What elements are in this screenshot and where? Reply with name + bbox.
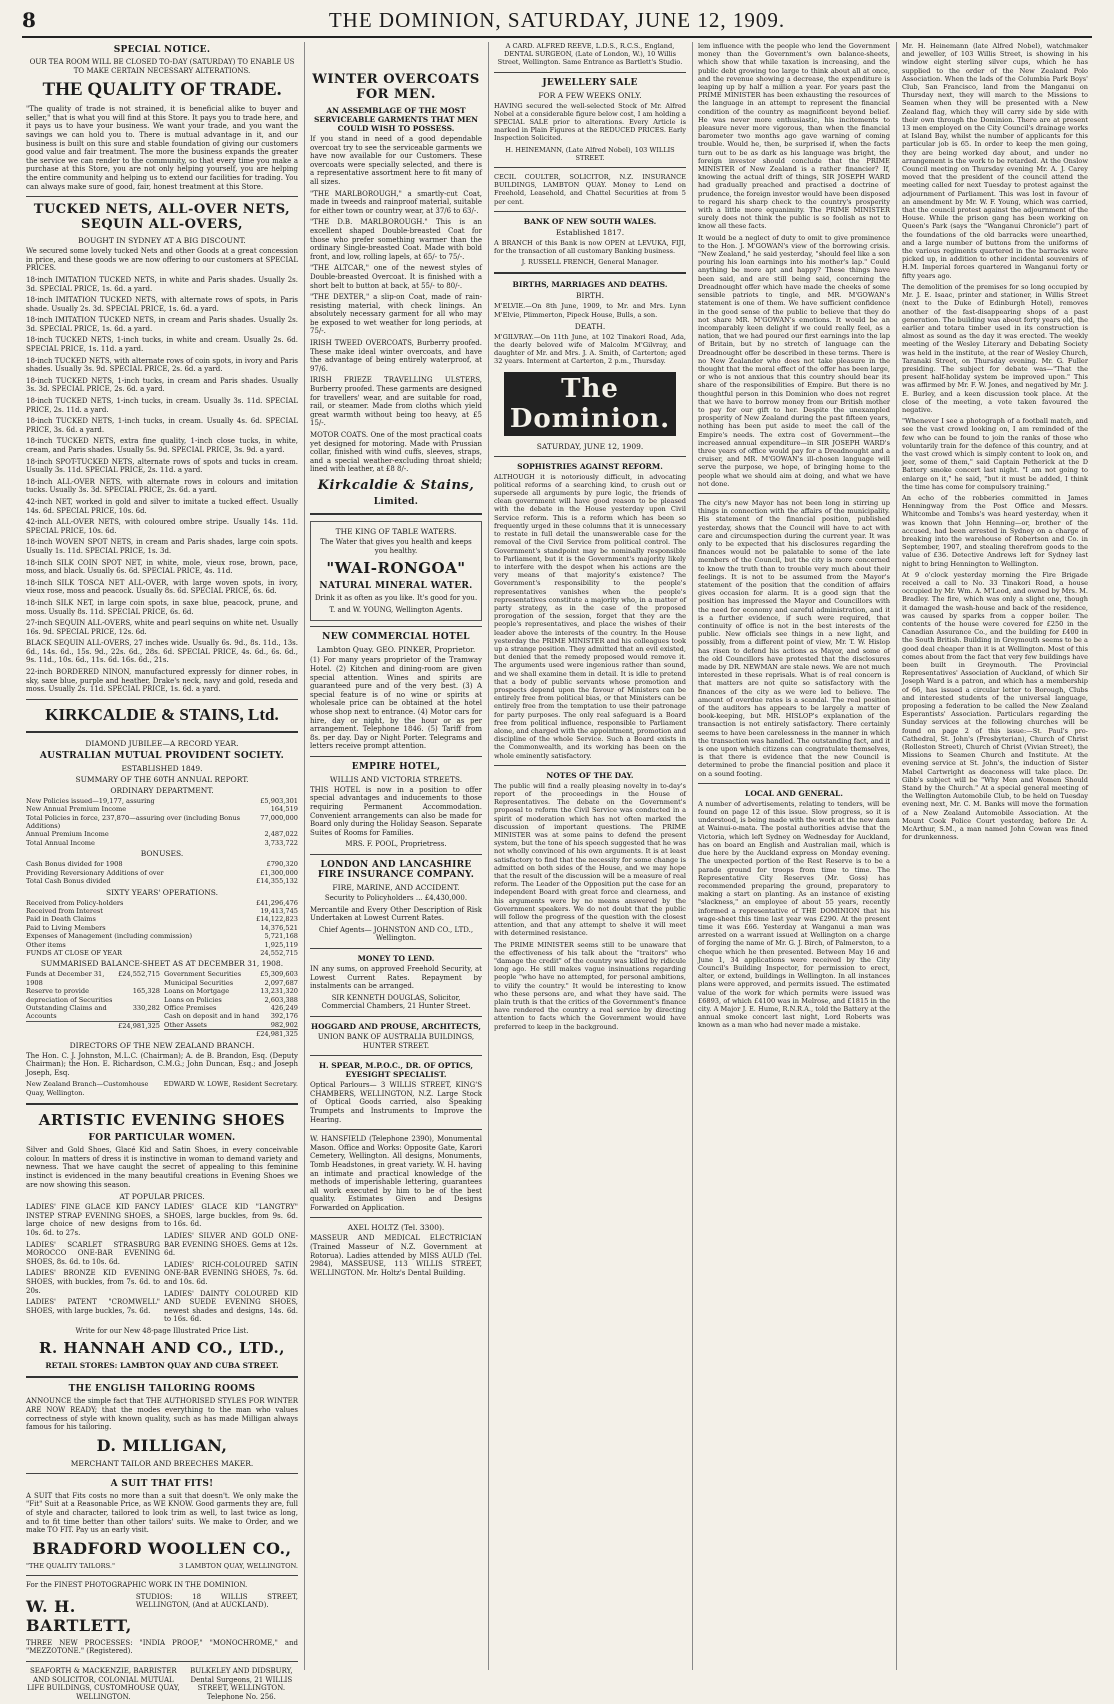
notes-text-2: The PRIME MINISTER seems still to be unaware that the effectiveness of his talk about the "traitors" who "damage the credit" of the country was killed by ridicule long ago. He still makes vague insinuations regarding people "who have no attempted, for personal ambitions, to vilify the country." It would be interesting to know who these persons are, and what they have said. The plain truth is that the critics of the Government's finance have rendered the country a real service by directing attention to facts which the Government would have preferred to keep in the background. [494, 940, 686, 1031]
table-row: Total Policies in force, 237,870—assuring over (including Bonus Additions) 77,000,000 [26, 813, 298, 831]
list-item: IRISH FRIEZE TRAVELLING ULSTERS, Burberry proofed. These garments are designed for travellers' wear, and are suitable for road, rail, or steamer. Made from cloths which yield great warmth without being too heavy, at £5 15/-. [310, 376, 482, 428]
table-row: Cash on deposit and in hand 392,176 [164, 1012, 298, 1021]
divider [494, 765, 686, 766]
milligan-title: D. MILLIGAN, [96, 1435, 228, 1455]
local-text: A number of advertisements, relating to tenders, will be found on page 12 of this issue. Slow progress, so it is understood, is being made with the work at the new dam at Wainui-o-mata. The postal authorities advise that the Victoria, which left Sydney on Wednesday for Auckland, has on board an English and Australian mail, which is due here by the Auckland express on Monday evening. The unexpected portion of the Rest Reserve is to be a parade ground for troops from time to time. The Representative City Reserves (Mr. Goss) has recommended preparing the ground, preparatory to making a start on planting. As an instance of existing "slackness," an employee of about 55 years, recently informed a representative of THE DOMINION that his wage-sheet this time last year was £290. At the present time it was £66. Yesterday at Wanganui a man was arrested on a warrant issued at Wellington on a charge of forging the name of Mr. G. J. Birch, of Palmerston, to a cheque which he then presented. Between May 16 and June 1, 34 applications were received by the City Council's Building Inspector, for permission to erect, alter, or extend, buildings in Wellington. In all instances plans were approved, and permits issued. The estimated value of the work for which permits were issued was £6893, of which £4100 was in Melrose, and £1815 in the city. A Major J. E. Hume, R.N.R.A., told the Battery at the annual smoke concert last night, Lord Roberts was known as a man who had never made a mistake. [698, 799, 890, 1030]
bradford-advertisement [26, 1479, 298, 1570]
bartlett-studios: STUDIOS: 18 WILLIS STREET, WELLINGTON, (And at AUCKLAND). [135, 1592, 298, 1610]
hotel-subtitle: Lambton Quay. GEO. PINKER, Proprietor. [316, 645, 476, 655]
shoes-write: Write for our New 48-page Illustrated Price List. [75, 1326, 249, 1335]
amp-sixty-years: SIXTY YEARS' OPERATIONS. [105, 887, 219, 897]
axel-title: AXEL HOLTZ (Tel. 3300). [347, 1223, 445, 1233]
column-rule [692, 42, 693, 1670]
kirkcaldie-banner: KIRKCALDIE & STAINS, Ltd. [45, 704, 279, 724]
bartlett-for: For the FINEST PHOTOGRAPHIC WORK IN THE DOMINION. [26, 1581, 248, 1590]
bank-manager: J. RUSSELL FRENCH, General Manager. [521, 258, 659, 267]
list-item: 18-inch ALL-OVER NETS, with alternate rows in colours and imitation tucks. Usually 3s. 3d. SPECIAL PRICE, 2s. 6d. a yard. [26, 477, 298, 495]
page-number: 8 [22, 8, 36, 32]
tailor-text: ANNOUNCE the simple fact that THE AUTHORISED STYLES FOR WINTER ARE NOW READY; that the modes everything to the man who values correctness of style with known quality, such as has made Milligan always famous for his tailoring. [26, 1397, 298, 1432]
seaforth-card: SEAFORTH & MACKENZIE, BARRISTER AND SOLICITOR, COLONIAL MUTUAL LIFE BUILDINGS, CUSTOMHOUSE QUAY, WELLINGTON. [26, 1667, 180, 1701]
divider [310, 626, 482, 627]
london-agents: Chief Agents— JOHNSTON AND CO., LTD., Wellington. [318, 925, 474, 943]
list-item: 18-inch TUCKED NETS, 1-inch tucks, in cream. Usually 4s. 6d. SPECIAL PRICE, 3s. 6d. a yard. [26, 417, 298, 434]
local-title: LOCAL AND GENERAL. [745, 788, 843, 798]
list-item: MOTOR COATS. One of the most practical coats yet designed for motoring. Made with Prussian collar, finished with wind cuffs, sleeves, straps, and a special weather-excluding throat shield; lined with leather, at £8 8/-. [310, 431, 482, 474]
article-paragraph: It would be a neglect of duty to omit to give prominence to the Hon. J. M'GOWAN's view of the borrowing crisis. "New Zealand," he said yesterday, "should feel like a son pouring his loan earnings into his mother's lap." Could anything be more apt and happy? These things have been said, and are still being said, concerning the Dreadnought offer which have made the cheeks of some sensible patriots to tingle, and MR. M'GOWAN's statement is one of them. We have sufficient confidence in the good sense of the public to believe that they do not share MR. M'GOWAN's emotions. It would be an incomparably keen delight if we could really feel, as a nation, that we had poured our first earnings into the lap of Britain, but by no stretch of language can the Dreadnought offer be described in these terms. There is no New Zealander who does not take pleasure in the thought that the moral effect of the offer has been large, or who is not anxious that this country should bear its share of the responsibilities of Empire. But there is no thoughtful person in this Dominion who does not regret that we have to borrow money from our British mother to pay for our gift to her. Despite the unexampled prosperity of New Zealand during the past fifteen years, nothing has been put aside to meet the call of the Empire's needs. The extra cost of Government—the increased annual expenditure—in SIR JOSEPH WARD's three years of office would pay for a Dreadnought and a cruiser, and MR. M'GOWAN's ill-chosen language will serve the purpose, we hope, of bringing home to the people what we should aim at doing, and what we have not done. [698, 233, 890, 488]
list-item: "THE ALTCAR," one of the newest styles of Double-breasted Overcoat. It is finished with a short belt to button at back, at 55/- to 80/-. [310, 264, 482, 290]
quality-title: THE QUALITY OF TRADE. [42, 79, 282, 101]
column-4 [694, 42, 894, 1670]
table-row: Funds at December 31, 1908 £24,552,715 [26, 970, 160, 987]
tailoring-advertisement [26, 1384, 298, 1467]
overcoats-subtitle: AN ASSEMBLAGE OF THE MOST SERVICEABLE GARMENTS THAT MEN COULD WISH TO POSSESS. [314, 106, 478, 133]
bank-established: Established 1817. [555, 227, 625, 237]
nets-list [26, 276, 298, 694]
shoes-text: Silver and Gold Shoes, Glacé Kid and Satin Shoes, in every conceivable colour. In matters of dress it is instinctive in woman to demand variety and newness. That we have caught the secret of appealing to this feminine instinct is evidenced in the many beautiful creations in Evening Shoes we are now showing this season. [26, 1146, 298, 1189]
london-text2: Mercantile and Every Other Description of Risk Undertaken at Lowest Current Rates. [310, 905, 482, 923]
wai-subtitle: NATURAL MINERAL WATER. [319, 581, 473, 592]
amp-balance-sheet [26, 970, 298, 1038]
shoes-prices: AT POPULAR PRICES. [119, 1192, 205, 1202]
dentist-card: A CARD. ALFRED REEVE, L.D.S., R.C.S., England, DENTAL SURGEON, (Late of London, W.), 10 Willis Street, Wellington. Same Entrance as Bartlett's Studio. [497, 42, 683, 67]
list-item: 27-inch SEQUIN ALL-OVERS, white and pearl sequins on white net. Usually 16s. 9d. SPECIAL PRICE, 12s. 6d. [26, 619, 298, 636]
amp-ordinary: ORDINARY DEPARTMENT. [110, 785, 214, 795]
column-rule [488, 42, 489, 1670]
list-item: 18-inch SILK NET, in large coin spots, in saxe blue, peacock, prune, and moss. Usually 8s. 11d. SPECIAL PRICE, 6s. 6d. [26, 598, 298, 616]
list-item: "THE DEXTER," a slip-on Coat, made of rain-resisting material, with check linings. An absolutely necessary garment for all who may be exposed to wet weather for long periods, at 75/-. [310, 293, 482, 336]
column-5 [898, 42, 1092, 1670]
divider [310, 948, 482, 949]
list-item: 18-inch TUCKED NETS, 1-inch tucks, in cream. Usually 3s. 11d. SPECIAL PRICE, 2s. 11d. a yard. [26, 397, 298, 414]
divider [26, 731, 298, 733]
list-item: "THE MARLBOROUGH," a smartly-cut Coat, made in tweeds and rainproof material, suitable for either town or country wear, at 37/6 to 63/-. [310, 189, 482, 215]
birth-heading: BIRTH. [576, 291, 604, 301]
divider [310, 1217, 482, 1218]
amp-balance-title: SUMMARISED BALANCE-SHEET AS AT DECEMBER 31, 1908. [40, 959, 284, 969]
empire-text: THIS HOTEL is now in a position to offer special advantages and inducements to those requiring Permanent Accommodation. Convenient arrangements can also be made for Board only during the Holiday Season. Separate Suites of Rooms for Families. [310, 785, 482, 837]
table-row: Paid to Living Members 14,376,521 [26, 923, 298, 932]
nets-subtitle: BOUGHT IN SYDNEY AT A BIG DISCOUNT. [78, 236, 246, 246]
milligan-subtitle: MERCHANT TAILOR AND BREECHES MAKER. [70, 1458, 254, 1468]
jewellery-name: H. HEINEMANN, (Late Alfred Nobel), 103 WILLIS STREET. [505, 145, 675, 162]
nets-title: TUCKED NETS, ALL-OVER NETS, SEQUIN ALL-OVERS, [33, 202, 291, 233]
divider [26, 1376, 298, 1378]
table-total: £24,981,325 [164, 1029, 298, 1038]
dominion-nameplate: The Dominion. [504, 372, 676, 436]
table-row: Paid in Death Claims £14,122,823 [26, 915, 298, 924]
shoes-list-left [26, 1203, 160, 1327]
wai-king: THE KING OF TABLE WATERS. [335, 526, 457, 536]
kirk-title: Kirkcaldie & Stains, [317, 477, 475, 493]
list-item: 18-inch TUCKED NETS, extra fine quality, 1-inch close tucks, in white, cream, and Paris shades. Usually 5s. 9d. SPECIAL PRICE, 3s. 9d. a yard. [26, 437, 298, 454]
article-paragraph: An echo of the robberies committed in James Henningway from the Post Office and Messrs. Whitcombe and Tombs's was heard yesterday, when it was known that John Henning—or, brother of the accused, had been arrested in Sydney on a charge of breaking into the warehouse of Robertson and Co. in September, 1907, and stealing therefrom goods to the value of £36. Detective Andrews left for Sydney last night to bring Hennington to Wellington. [902, 493, 1088, 568]
hoggard-subtitle: UNION BANK OF AUSTRALIA BUILDINGS, HUNTER STREET. [317, 1032, 475, 1050]
column-rule [896, 42, 897, 1670]
list-item: LADIES' PATENT "CROMWELL" SHOES, with large buckles, 7s. 6d. [26, 1298, 160, 1315]
divider [26, 196, 298, 197]
birth-notice: M'ELVIE.—On 8th June, 1909, to Mr. and Mrs. Lynn M'Elvie, Plimmerton, Pipeck House, Bulls, a son. [494, 302, 686, 319]
notice-title: SPECIAL NOTICE. [113, 45, 211, 55]
hannah-subtitle: RETAIL STORES: LAMBTON QUAY AND CUBA STREET. [45, 1361, 279, 1371]
divider [494, 456, 686, 457]
article-paragraph: The demolition of the premises for so long occupied by Mr. J. E. Isaac, printer and stationer, in Willis Street (next to the Duke of Edinburgh Hotel), removes another of the fast-disappearing shops of a past generation. The building was about forty years old, the earlier and totara timber used in its construction is almost as sound as the day it was erected. The weekly meeting of the Wesley Literary and Debating Society was held in the institute, at the rear of Wesley Church, Taranaki Street, on Thursday evening. Mr. G. Fuller presiding. The subject for debate was—"That the present half-holiday system be improved upon." This was affirmed by Mr. F. W. Jones, and negatived by Mr. J. E. Burley, and a keen discussion took place. At the close of the meeting, a vote taken favoured the negative. [902, 282, 1088, 414]
divider [310, 1016, 482, 1017]
wai-agents: T. and W. YOUNG, Wellington Agents. [329, 605, 463, 614]
kirk-subtitle: Limited. [373, 496, 419, 507]
table-row: Cash Bonus divided for 1908 £790,320 [26, 860, 298, 869]
divider [26, 699, 298, 700]
list-item: LADIES' RICH-COLOURED SATIN ONE-BAR EVENING SHOES, 7s. 6d. and 10s. 6d. [164, 1260, 298, 1286]
list-item: 18-inch SILK COIN SPOT NET, in white, mole, vieux rose, brown, pace, moss, and black. Usually 6s. 6d. SPECIAL PRICE, 4s. 11d. [26, 558, 298, 576]
list-item: 18-inch SILK TOSCA NET ALL-OVER, with large woven spots, in ivory, vieux rose, moss and peacock. Usually 8s. 6d. SPECIAL PRICE, 6s. 6d. [26, 578, 298, 596]
article-paragraph: lem influence with the people who lend the Government money than the Government's own balance-sheets, which show that while taxation is increasing, and the public debt growing too large to think about all at once, and the revenue showing a decrease, the expenditure is leaping up by half a million a year. For years past the PRIME MINISTER has been exhausting the resources of the language in an attempt to represent the financial condition of the country as magnificent beyond belief. He was never more enthusiastic, his incitements to pleasure never more vigorous, than when the financial barometer two months ago gave warning of coming trouble. Would he, then, be surprised if, when the facts turn out to be as dark as his language was bright, the foreign investor should conclude that the PRIME MINISTER of New Zealand is a rather financier? If, knowing the actual drift of things, SIR JOSEPH WARD had gradually preached and practised a doctrine of prudence, the foreign investor would have been disposed to regard his sharp check to the country's prosperity with a little more equanimity. The PRIME MINISTER surely does not think the public is so foolish as not to know all these facts. [698, 42, 891, 231]
suit-title: A SUIT THAT FITS! [110, 1478, 214, 1489]
table-row: Municipal Securities 2,097,687 [164, 978, 298, 987]
hotel-text: (1) For many years proprietor of the Tramway Hotel. (2) Kitchen and dining-room are given special attention. Wines and spirits are guaranteed pure and of the very best. (3) A special feature is of no wine or spirits at wholesale price can be obtained at the hotel whose shop next to entrance. (4) Motor cars for hire, day or night, by the hour or as per arrangement. Telephone 1846. (5) Tariff from 8s. per day. Day or Night Porter. Telegrams and letters receive prompt attention. [310, 656, 482, 751]
divider [494, 72, 686, 73]
table-row: Received from Policy-holders £41,296,476 [26, 898, 298, 907]
divider [494, 272, 686, 274]
editorial-text: ALTHOUGH it is notoriously difficult, in advocating political reforms of a searching kind, to crush out or supersede all arguments by pure logic, the friends of clean government will have good reason to be pleased with the debate in the House yesterday upon Civil Service reform. This is a reform which has been so frequently urged in these columns that it is unnecessary to restate in full detail the unanswerable case for the removal of the Civil Service from political control. The Government's standpoint may be nominally responsible to Parliament, but it is the Government's majority likely to interfere with the despot when his actions are the very means of that majority's existence? The Government's responsibility to the people's representatives vanishes when the people's representatives constitute a majority who, in a matter of party strategy, as in the case of the proposed prorogation of the session, forget that they are the people's representatives, and place the wishes of their leader above the interests of the country. In the House yesterday the PRIME MINISTER and his colleagues took up a strange position. They admitted that an evil existed, but denied that the remedy proposed would remove it. The arguments used were ingenious rather than sound, and we shall examine them in detail. It is idle to pretend that a body of public servants whose promotion and prospects depend upon the favour of Ministers can be entirely free from political bias, or that Ministers can be entirely free from the temptation to use their patronage for party purposes. The only real safeguard is a Board free from political influence, responsible to Parliament alone, and charged with the appointment, promotion and discipline of the whole Service. Such a Board exists in the Commonwealth, and its working has been on the whole eminently satisfactory. [494, 472, 686, 760]
births-title: BIRTHS, MARRIAGES AND DEATHS. [512, 280, 668, 290]
column-1 [22, 42, 302, 1701]
divider [310, 854, 482, 855]
hoggard-title: HOGGARD AND PROUSE, ARCHITECTS, [311, 1021, 481, 1031]
amp-established: ESTABLISHED 1849. [121, 763, 203, 773]
london-title: LONDON AND LANCASHIRE FIRE INSURANCE COMPANY. [317, 860, 475, 881]
table-row: New Policies issued—19,177, assuring £5,903,301 [26, 796, 298, 805]
table-row: Office Premises 426,249 [164, 1003, 298, 1012]
money-name: SIR KENNETH DOUGLAS, Solicitor, Commercial Chambers, 21 Hunter Street. [321, 993, 471, 1011]
table-row: Loans on Policies 2,603,388 [164, 995, 298, 1004]
table-row: Other Assets 982,902 [164, 1020, 298, 1029]
column-2 [306, 42, 486, 1670]
jewellery-title: JEWELLERY SALE [542, 77, 638, 88]
divider [26, 1103, 298, 1105]
spear-text: Optical Parlours— 3 WILLIS STREET, KING'S CHAMBERS, WELLINGTON, N.Z. Large Stock of Optical Goods carried, also Speaking Trumpets and Instruments to Improve the Hearing. [310, 1081, 482, 1124]
table-row: Reserve to provide depreciation of Securities 165,328 [26, 987, 160, 1004]
suit-text: A SUIT that Fits costs no more than a suit that doesn't. We only make the "Fit" Suit at a Reasonable Price, as WE KNOW. Good garments they are, full of style and character, tailored to look trim as well, to last twice as long, and to fit time better than other tailors' suits. We make to Order, and we make TO FIT. Pay us an early visit. [26, 1491, 298, 1535]
table-row: Total Annual Income 3,733,722 [26, 838, 298, 847]
list-item: 22-inch BORDERED NINON, manufactured expressly for dinner robes, in sky, saxe blue, purple and heather, Drake's neck, navy and gold, reseda and moss. Usually 2s. 11d. SPECIAL PRICE, 1s. 6d. a yard. [26, 668, 298, 694]
table-row: Loans on Mortgage 13,231,320 [164, 987, 298, 996]
amp-advertisement [26, 739, 298, 1097]
list-item: 42-inch NET, worked in gold and silver to imitate a tucked effect. Usually 14s. 6d. SPECIAL PRICE, 10s. 6d. [26, 497, 298, 515]
bartlett-title: W. H. BARTLETT, [26, 1596, 132, 1635]
editorial-title: SOPHISTRIES AGAINST REFORM. [517, 461, 663, 471]
jewellery-subtitle: FOR A FEW WEEKS ONLY. [538, 90, 642, 100]
article-paragraph: At 9 o'clock yesterday morning the Fire Brigade received a call to No. 33 Tinakori Road, a house occupied by Mr. Wm. A. M'Leod, and owned by Mrs. M. Bradley. The fire, which was only a slight one, though it damaged the wash-house and back of the residence, was caused by sparks from a copper boiler. The contents of the house were covered for £250 in the Canadian Assurance Co., and the building for £400 in the South British. Building in Greymouth seems to be a good deal cheaper than it is at Wellington. Most of this comes about from the fact that very few buildings have been built in Greymouth. The Provincial Representatives' Association of Auckland, of which Sir Joseph Ward is a patron, and which has a membership of 66, has issued a circular letter to Borough, Clubs and interested students of the universal language, proposing a federation to be called the New Zealand Esperantists' Association. Particulars regarding the Sunday services at the following churches will be found on page 2 of this issue:—St. Paul's pro-Cathedral, St. John's (Presbyterian), Church of Christ (Rolleston Street), Church of Christ (Vivian Street), the Missions to Seamen Church and Institute. At the evening service at St. John's, the induction of Sister Mabel Cartwright as deaconess will take place. Dr. Gibb's subject will be "Why Men and Women Should Stand by the Church." At a special general meeting of the Wellington Automobile Club, to be held on Tuesday evening next, Mr. C. M. Banks will move the formation of a New Zealand Automobile Association. At the Mount Cook Police Court yesterday, before Dr. A. McArthur, S.M., a man named John Cowan was fined for drunkenness. [902, 570, 1088, 842]
notice-text: OUR TEA ROOM WILL BE CLOSED TO-DAY (SATURDAY) TO ENABLE US TO MAKE CERTAIN NECESSARY ALTERATIONS. [29, 58, 295, 75]
table-row: Outstanding Claims and Accounts 330,282 [26, 1003, 160, 1021]
shoes-subtitle: FOR PARTICULAR WOMEN. [88, 1133, 236, 1144]
amp-office-row: New Zealand Branch—Customhouse Quay, Wellington. EDWARD W. LOWE, Resident Secretary. [26, 1080, 298, 1097]
article-paragraph: Mr. H. Heinemann (late Alfred Nobel), watchmaker and jeweller, of 103 Willis Street, is showing in his window eight sterling silver cups, which he has supplied to the order of the New Zealand Polo Association. When the lads of the Columbia Park Boys' Club, San Francisco, land from the Manganui on Thursday next, they will march to the Missions to Seamen when they will be presented with a New Zealand flag, which they will carry side by side with their own through the Dominion. There are at present 13 men employed on the City Council's drainage works at Island Bay, whilst the number of applicants for this particular job is 65. In order to keep the men going, they are being worked day about, and under no arrangement is the work to be retarded. At the Onslow Council meeting on Thursday evening Mr. A. J. Carey moved that the president of the council attend the meeting called for next Tuesday to protest against the adjournment of Parliament. This was lost in favour of an amendment by Mr. W. F. Young, which was carried, that the council protest against the adjournment of the House. While the prison gang has been working on Queen's Park (says the "Wanganui Chronicle") part of the foundations of the old barracks were unearthed, and a large number of buttons from the uniforms of the various regiments quartered in the barracks were picked up, in addition to other incidental souvenirs of H.M. Imperial forces quartered in Wanganui forty or fifty years ago. [902, 42, 1088, 280]
empire-proprietress: MRS. F. POOL, Proprietress. [345, 840, 447, 849]
list-item: LADIES' SILVER AND GOLD ONE-BAR EVENING SHOES. Gems at 12s. 6d. [164, 1231, 298, 1258]
amp-balance-liabilities [26, 970, 160, 1038]
overcoats-intro: If you stand in need of a good dependable overcoat try to see the serviceable garments we have now available for our Customers. These overcoats were specially selected, and there is a representative assortment here to fit many of all sizes. [310, 135, 482, 186]
coulter-card: CECIL COULTER, SOLICITOR, N.Z. INSURANCE BUILDINGS, LAMBTON QUAY. Money to Lend on Freehold, Leasehold, and Chattel Securities at from 5 per cent. [494, 173, 686, 206]
list-item: 18-inch TUCKED NETS, with alternate rows of coin spots, in ivory and Paris shades. Usually 3s. 9d. SPECIAL PRICE, 2s. 6d. a yard. [26, 356, 298, 374]
bartlett-advertisement [26, 1581, 298, 1656]
wai-intro: The Water that gives you health and keeps you healthy. [320, 537, 472, 555]
dominion-date: SATURDAY, JUNE 12, 1909. [536, 441, 644, 451]
list-item: LADIES' SCARLET STRASBURG MOROCCO ONE-BAR EVENING SHOES, 8s. 6d. to 10s. 6d. [26, 1240, 160, 1266]
divider [698, 493, 890, 494]
list-item: 42-inch ALL-OVER NETS, with coloured ombre stripe. Usually 14s. 11d. SPECIAL PRICE, 10s. 6d. [26, 518, 298, 535]
nets-intro: We secured some lovely tucked Nets and other Goods at a great concession in price, and these goods we are now offering to our customers at SPECIAL PRICES. [26, 247, 298, 273]
table-row: Expenses of Management (including commission) 5,721,168 [26, 932, 298, 941]
list-item: BLACK SEQUIN ALL-OVERS, 27 inches wide. Usually 6s. 9d., 8s. 11d., 13s. 6d., 14s. 6d., 15s. 9d., 22s. 6d., 28s. 6d. SPECIAL PRICE, 4s. 6d., 6s. 6d., 9s. 11d., 10s. 6d., 11s. 6d. 16s. 6d., 21s. [26, 639, 298, 665]
list-item: LADIES' GLACE KID "LANGTRY" SHOES, large buckles, from 9s. 6d. to 16s. 6d. [164, 1203, 298, 1229]
spear-title: H. SPEAR, M.P.O.C., DR. OF OPTICS, EYESIGHT SPECIALIST. [318, 1061, 474, 1080]
notes-title: NOTES OF THE DAY. [546, 770, 634, 780]
bartlett-processes: THREE NEW PROCESSES: "INDIA PROOF," "MONOCHROME," and "MEZZOTONE." (Registered). [26, 1638, 298, 1656]
tailor-title: THE ENGLISH TAILORING ROOMS [68, 1384, 256, 1395]
article-paragraph: The city's new Mayor has not been long in stirring up things in connection with the affairs of the municipality. His statement of the financial position, published yesterday, shows that the Council will have to act with care and circumspection during the current year. It was only to be expected that his disclosures regarding the finances would not be palatable to some of the late members of the Council, but the city is more concerned to know the truth than to trouble very much about their feelings. It is not to be assumed from the Mayor's statement of the position that the condition of affairs gives occasion for alarm. It is a good sign that the position has impressed the Mayor and Councillors with the need for economy and careful administration, and it is a further evidence, if such were required, that continuity of office is not in the best interests of the public. New officials see things in a new light, and possibly, from a different point of view, Mr. T. W. Hislop has risen to defend his actions as Mayor, and some of the old Councillors have protested that the disclosures made by DR. NEWMAN are stale news. We are not much interested in these reprisals. What is of real concern is that matters are not quite so satisfactory with the finances of the city as we were led to believe. The amount of overdue rates is a scandal. The real position of the auditors has appears to be largely a matter of book-keeping, but MR. HISLOP's explanation of the transaction is not entirely satisfactory. There certainly seems to have been carelessness in the manner in which the transaction was handled. The outstanding fact, and it is one upon which citizens can congratulate themselves, is that there is evidence that the new Council is determined to probe the financial position and place it on a sound footing. [698, 498, 890, 778]
divider [26, 1661, 298, 1662]
death-notice: M'GILVRAY.—On 11th June, at 102 Tinakori Road, Ada, the dearly beloved wife of Malcolm M'Gilvray, and daughter of Mr. and Mrs. J. A. Smith, of Carterton; aged 32 years. Interment at Carterton, 2 p.m., Thursday. [494, 332, 686, 366]
table-row: Government Securities £5,309,603 [164, 970, 298, 979]
empire-subtitle: WILLIS AND VICTORIA STREETS. [329, 774, 463, 784]
divider [310, 513, 482, 515]
divider [310, 756, 482, 757]
empire-title: EMPIRE HOTEL, [351, 761, 441, 772]
list-item: 18-inch TUCKED NETS, 1-inch tucks, in white and cream. Usually 2s. 6d. SPECIAL PRICE, 1s. 11d. a yard. [26, 336, 298, 354]
list-item: 18-inch IMITATION TUCKED NETS, with alternate rows of spots, in Paris shade. Usually 2s. 3d. SPECIAL PRICE, 1s. 6d. a yard. [26, 296, 298, 313]
masthead-title: THE DOMINION, SATURDAY, JUNE 12, 1909. [328, 8, 786, 32]
table-row: Received from Interest 19,413,745 [26, 906, 298, 915]
list-item: 18-inch IMITATION TUCKED NETS, in white and Paris shades. Usually 2s. 3d. SPECIAL PRICE, 1s. 6d. a yard. [26, 275, 298, 293]
money-text: IN any sums, on approved Freehold Security, at Lowest Current Rates. Repayment by instalments can be arranged. [310, 965, 482, 991]
london-text: Security to Policyholders ... £4,430,000. [324, 894, 468, 903]
table-row: Annual Premium Income 2,487,022 [26, 830, 298, 839]
article-paragraph: "Whenever I see a photograph of a football match, and see the vast crowd looking on, I am reminded of the few who can be found to join the ranks of those who voluntarily train for the defence of this country, and at the vast crowd which is simply content to look on, and jeer, some of them," said Captain Petherick at the D Battery smoke concert last night. "I am not going to enlarge on it," he said, "but it must be added, I think the time has come for compulsory training." [902, 417, 1088, 491]
table-row: Other items 1,925,119 [26, 940, 298, 949]
column-rule [304, 42, 305, 1670]
amp-bonuses: BONUSES. [140, 849, 184, 859]
amp-summary: SUMMARY OF THE 60TH ANNUAL REPORT. [75, 774, 249, 784]
bartlett-row [26, 1593, 298, 1639]
table-total: £24,981,325 [26, 1021, 160, 1030]
table-row: Providing Reversionary Additions of over £1,300,000 [26, 868, 298, 877]
list-item: LADIES' BRONZE KID EVENING SHOES, with buckles, from 7s. 6d. to 20s. [26, 1269, 160, 1295]
masthead [22, 6, 1092, 38]
money-title: MONEY TO LEND. [357, 954, 435, 963]
list-item: 18-inch IMITATION TUCKED NETS, in cream and Paris shades. Usually 2s. 3d. SPECIAL PRICE, 1s. 6d. a yard. [26, 316, 298, 333]
column-3 [490, 42, 690, 1670]
divider [698, 783, 890, 784]
divider [26, 1473, 298, 1474]
wai-drink: Drink it as often as you like. It's good for you. [314, 594, 478, 603]
list-item: LADIES' FINE GLACE KID FANCY INSTEP STRAP EVENING SHOES, a large choice of new designs from 10s. 6d. to 27s. [26, 1203, 160, 1237]
hannah-title: R. HANNAH AND CO., LTD., [39, 1339, 285, 1358]
divider [494, 167, 686, 168]
divider [494, 211, 686, 212]
amp-directors: The Hon. C. J. Johnston, M.L.C. (Chairman); A. de B. Brandon, Esq. (Deputy Chairman); the Hon. E. Richardson, C.M.G.; John Duncan, Esq.; and Joseph Joseph, Esq. [26, 1051, 298, 1077]
shoes-title: ARTISTIC EVENING SHOES [38, 1111, 286, 1130]
bank-title: BANK OF NEW SOUTH WALES. [523, 216, 657, 226]
shoes-list-right [164, 1203, 298, 1327]
table-row: Total Cash Bonus divided £14,355,132 [26, 877, 298, 886]
bank-text: A BRANCH of this Bank is now OPEN at LEVUKA, FIJI, for the transaction of all customary Banking business. [494, 238, 686, 256]
wairongoa-advertisement [310, 521, 482, 621]
list-item: 18-inch TUCKED NETS, 1-inch tucks, in cream and Paris shades. Usually 3s. 3d. SPECIAL PRICE, 2s. 6d. a yard. [26, 376, 298, 394]
list-item: "THE D.B. MARLBOROUGH." This is an excellent shaped Double-breasted Coat for those who prefer something warmer than the ordinary Single-breasted Coat. Made with bold front, and low, rolling lapels, at 65/- to 75/-. [310, 218, 482, 261]
hotel-title: NEW COMMERCIAL HOTEL [322, 632, 470, 643]
bradford-title: BRADFORD WOOLLEN CO., [32, 1538, 292, 1558]
shoes-lists [26, 1203, 298, 1327]
amp-balance-assets [164, 970, 298, 1038]
professional-cards [26, 1667, 298, 1704]
amp-jubilee: DIAMOND JUBILEE—A RECORD YEAR. [85, 738, 239, 748]
wai-title: "WAI-RONGOA" [326, 559, 466, 578]
bulkeley-card: BULKELEY AND DIDSBURY, Dental Surgeons, 21 WILLIS STREET, WELLINGTON. Telephone No. 256. [190, 1667, 293, 1701]
overcoats-title: WINTER OVERCOATS FOR MEN. [312, 72, 480, 102]
london-subtitle: FIRE, MARINE, AND ACCIDENT. [332, 883, 460, 893]
list-item: 18-inch SPOT-TUCKED NETS, alternate rows of spots and tucks in cream. Usually 3s. 11d. SPECIAL PRICE, 2s. 11d. a yard. [26, 457, 298, 475]
amp-directors-title: DIRECTORS OF THE NEW ZEALAND BRANCH. [69, 1040, 255, 1050]
amp-title: AUSTRALIAN MUTUAL PROVIDENT SOCIETY. [39, 750, 285, 761]
notes-text: The public will find a really pleasing novelty in to-day's report of the proceedings in the House of Representatives. The debate on the Government's proposal to reform the Civil Service was conducted in a spirit of moderation which has not often marked the discussion of important questions. The PRIME MINISTER was at some pains to defend the present system, but the tone of his speech suggested that he was not wholly convinced of his own arguments. It is at least satisfactory to find that the necessity for some change is admitted on both sides of the House, and we may hope that the result of the discussion will be a measure of real reform. The Leader of the Opposition put the case for an independent Board with great force and clearness, and his arguments were by no means answered by the Government speakers. We do not doubt that the public will follow the progress of the question with the closest attention, and that any attempt to shelve it will meet with determined resistance. [494, 781, 686, 938]
table-row: FUNDS AT CLOSE OF YEAR 24,552,715 [26, 948, 298, 957]
list-item: LADIES' DAINTY COLOURED KID AND SUEDE EVENING SHOES, newest shades and designs, 14s. 6d. to 16s. 6d. [164, 1289, 298, 1324]
list-item: IRISH TWEED OVERCOATS, Burberry proofed. These make ideal winter overcoats, and have the advantage of being entirely waterproof, at 97/6. [310, 339, 482, 373]
axel-text: MASSEUR AND MEDICAL ELECTRICIAN (Trained Masseur of N.Z. Government at Rotorua). Ladies attended by MISS AULD (Tel. 2984), MASSEUSE, 113 WILLIS STREET, WELLINGTON. Mr. Holtz's Dental Building. [310, 1234, 482, 1277]
table-row: New Annual Premium Income 164,519 [26, 805, 298, 814]
divider [310, 1055, 482, 1056]
death-heading: DEATH. [574, 321, 606, 331]
shoes-advertisement [26, 1111, 298, 1370]
quality-text: "The quality of trade is not strained, it is beneficial alike to buyer and seller," that is what you will find at this Store. It pays you to trade here, and it pays us to have your business. We want your trade, and you want the savings we can hold you to. There is mutual advantage in it, and our business is built on this sure and stable foundation of giving our customers good value and fair treatment. The more the business expands the greater the service we can render to the community, so that every time you make a purchase at this Store, you are not only helping yourself, you are helping the entire community and helping us to extend our facilities for trading. You can always make sure of good, fair, honest treatment at this Store. [26, 105, 298, 191]
bradford-row: "THE QUALITY TAILORS." 3 LAMBTON QUAY, WELLINGTON. [26, 1561, 298, 1570]
list-item: 18-inch WOVEN SPOT NETS, in cream and Paris shades, large coin spots. Usually 1s. 11d. SPECIAL PRICE, 1s. 3d. [26, 538, 298, 555]
jewellery-text: HAVING secured the well-selected Stock of Mr. Alfred Nobel at a considerable figure below cost, I am holding a SPECIAL SALE prior to alterations. Every Article is marked in Plain Figures at the REDUCED PRICES. Early Inspection Solicited. [494, 101, 686, 143]
hansfield-text: W. HANSFIELD (Telephone 2390), Monumental Mason. Office and Works: Opposite Gate, Karori Cemetery, Wellington. All designs, Monuments, Tomb Headstones, in great variety. W. H. having an intimate and practical knowledge of the methods of imperishable lettering, guarantees all work executed by him to be of the best quality. Estimates Given and Designs Forwarded on Application. [310, 1135, 482, 1212]
divider [310, 1129, 482, 1130]
divider [26, 1575, 298, 1576]
